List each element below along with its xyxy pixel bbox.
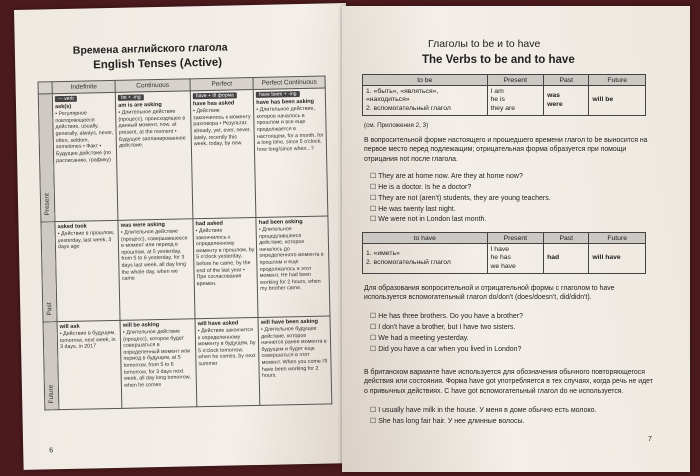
verb-form: am is are asking	[118, 102, 162, 110]
usage-text: • Действие закончилось к определенному моменту в прошлом, by 5 o'clock yesterday, before he came, by the end of the last year • Пре согласования времен.	[195, 227, 255, 288]
cell-future-perfect-continuous	[258, 316, 332, 405]
verb-form: will have asked	[197, 320, 239, 328]
row-label-past: Past	[46, 302, 54, 316]
left-title-en: English Tenses (Active)	[93, 56, 223, 72]
cell-present-continuous	[115, 91, 192, 221]
row-label-future: Future	[47, 384, 56, 404]
row-label-cell	[38, 94, 55, 222]
usage-text: • Действие в прошлом, yesterday, last week, 3 days ago	[57, 229, 115, 251]
form-line: he is	[490, 96, 505, 104]
formula-chip: — verb	[55, 96, 77, 103]
paragraph-questions-have: Для образования вопросительной и отрицательной формы с глаголом to have используется вспомогательный глагол do/don't (does/doesn't, did/didn't).	[364, 285, 615, 302]
cell-past-indefinite	[55, 220, 120, 321]
right-page-number: 7	[648, 436, 652, 443]
usage-text: • Длительное действие (процесс), происходящее в данный момент, now, at present, at the moment • Будущее запланированное действие.	[118, 108, 186, 150]
header-cell: Present	[487, 75, 544, 86]
past-cell: had	[544, 244, 589, 274]
left-title-ru: Времена английского глагола	[72, 41, 228, 57]
form-line: we have	[490, 262, 516, 270]
list-item: ☐ They are at home now. Are they at home now?	[370, 172, 551, 183]
cell-present-indefinite	[52, 92, 118, 221]
examples-have-got-list	[370, 406, 596, 428]
usage-text: • Длительное действие (процесс), совершавшееся в момент или период в прошлом, at 5 yesterday, from 5 to 6 yesterday, for 3 days last week, all day long the whole day, when we came	[120, 228, 188, 283]
verb-form: will have been asking	[260, 318, 319, 326]
cell-future-indefinite	[57, 320, 122, 409]
verb-form: had been asking	[258, 219, 303, 226]
cell-future-perfect	[195, 317, 260, 406]
usage-text: • Длительное будущее действие, которое начнется ранее момента в будущем и будет еще совершаться в этот момент. When you come I'll have been working for 2 hours.	[260, 325, 328, 380]
formula-chip: have + III форма	[193, 92, 237, 99]
row-label-present: Present	[43, 192, 52, 216]
cell-past-continuous	[118, 219, 195, 321]
verb-form: had asked	[195, 220, 223, 228]
form-line: was	[547, 92, 560, 100]
cell-past-perfect	[193, 217, 258, 318]
list-item: ☐ She has long fair hair. У нее длинные волосы.	[370, 417, 596, 428]
header-cell: Past	[544, 75, 589, 86]
to-have-table	[362, 232, 646, 274]
meaning-cell	[363, 86, 488, 116]
usage-text: • Действие закончится к определенному моменту в будущем, by 5 o'clock tomorrow, when he comes, by next summer	[197, 327, 256, 368]
list-item: ☐ They are not (aren't) students, they are young teachers.	[370, 194, 551, 205]
form-line: they are	[490, 104, 516, 112]
header-cell: Future	[589, 233, 646, 244]
header-cell: Present	[487, 233, 544, 244]
examples-be-list	[370, 172, 551, 226]
usage-text: • Длительное процедлившееся действие, которое началось до определенного момента в прошлом и еще продолжалось в этот момент, He had been working for 2 hours, when my brother came.	[258, 226, 324, 293]
right-title-en: The Verbs to be and to have	[422, 54, 575, 66]
future-cell: will be	[589, 86, 646, 116]
cell-present-perfect	[190, 90, 256, 219]
left-page-number: 6	[49, 447, 54, 455]
col-indefinite: Indefinite	[52, 80, 115, 93]
verb-form: will be asking	[122, 322, 160, 329]
header-cell: Future	[589, 75, 646, 86]
col-perfect: Perfect	[190, 78, 254, 91]
meaning-line: 2. вспомогательный глагол	[366, 104, 451, 112]
cell-future-continuous	[120, 319, 197, 409]
row-present	[38, 88, 328, 222]
to-be-header-row	[363, 75, 646, 86]
to-have-header-row	[363, 233, 646, 244]
open-book	[6, 4, 696, 474]
list-item: ☐ He was twenty last night.	[370, 205, 551, 216]
meaning-line: 1. «иметь»	[366, 250, 400, 258]
list-item: ☐ We had a meeting yesterday.	[370, 334, 523, 345]
left-page	[14, 3, 356, 470]
form-line: I am	[490, 88, 504, 95]
meaning-cell	[363, 244, 488, 274]
verb-form: asked took	[57, 223, 87, 231]
to-have-body-row	[363, 244, 646, 274]
paragraph-british-have: В британском варианте have используется для обозначения обычного повторяющегося действия или состояния. Форма have got употребляется в тех случаях, когда речь не идет о привычных действиях. С have got вспомогательный глагол do не используется.	[364, 369, 653, 395]
see-appendix-note: (см. Приложения 2, 3)	[364, 122, 429, 129]
list-item: ☐ I usually have milk in the house. У меня в доме обычно есть молоко.	[370, 406, 596, 417]
present-cell	[487, 86, 544, 116]
list-item: ☐ He has three brothers. Do you have a brother?	[370, 312, 523, 323]
paragraph-questions-be: В вопросительной форме настоящего и прошедшего времени глагол to be выносится на первое место перед подлежащим; отрицательная форма образуется при помощи отрицания not после глагола.	[364, 137, 648, 163]
row-label-cell	[41, 222, 57, 322]
col-continuous: Continuous	[115, 79, 190, 93]
to-be-table	[362, 74, 646, 116]
usage-text: • Действие в будущем, tomorrow, next week, in 3 days, in 2017	[59, 329, 116, 351]
row-future	[43, 316, 332, 410]
verb-form: will ask	[59, 323, 80, 331]
usage-text: • Регулярное повторяющееся действие, usually, generally, always, never, often, seldom, sometimes • Факт • Будущее действие (по расписанию, графику)	[55, 110, 114, 164]
formula-chip: be + -ing	[118, 94, 144, 101]
row-past	[41, 216, 330, 322]
cell-past-perfect-continuous	[256, 216, 330, 317]
verb-form: have has asked	[192, 100, 235, 108]
verb-form: have has been asking	[256, 98, 315, 107]
row-label-cell	[43, 322, 59, 410]
usage-text: • Длительное действие (процесс), которое будет совершаться в определенный момент или период в будущем, at 5 tomorrow, from 5 to 6 tomorrow, for 3 days next week, all day long tomorrow, when he comes	[122, 328, 191, 389]
form-line: he has	[490, 254, 511, 262]
cell-present-perfect-continuous	[253, 88, 327, 217]
examples-have-list	[370, 312, 523, 355]
tenses-table	[38, 75, 333, 410]
past-cell	[544, 86, 589, 116]
formula-chip: have been + -ing	[256, 91, 300, 98]
header-cell: Past	[544, 233, 589, 244]
to-be-body-row	[363, 86, 646, 116]
right-title-ru: Глаголы to be и to have	[428, 38, 541, 50]
meaning-line: 2. вспомогательный глагол	[366, 258, 451, 266]
present-cell	[487, 244, 544, 274]
list-item: ☐ He is a doctor. Is he a doctor?	[370, 183, 551, 194]
header-cell: to be	[363, 75, 488, 86]
future-cell: will have	[589, 244, 646, 274]
corner-cell	[38, 82, 52, 94]
form-line: I have	[490, 246, 510, 253]
right-page	[342, 6, 690, 472]
meaning-line: 1. «быть», «являться», «находиться»	[366, 88, 439, 104]
verb-form: was were asking	[120, 221, 165, 229]
list-item: ☐ I don't have a brother, but I have two sisters.	[370, 323, 523, 334]
form-line: were	[547, 100, 563, 108]
header-cell: to have	[363, 233, 488, 244]
verb-form: ask(s)	[54, 104, 72, 111]
col-perfect-continuous: Perfect Continuous	[253, 76, 325, 89]
usage-text: • Длительное действие, которое началось в прошлом и все еще продолжается в настоящем, for a month, for a long time, since 5 o'clock, how long/since when...?	[256, 105, 324, 153]
usage-text: • Действие закончилось к моменту разговора • Результат. already, yet, ever, never, lately, recently this week, today, by now	[193, 107, 251, 148]
list-item: ☐ We were not in London last month.	[370, 215, 551, 226]
list-item: ☐ Did you have a car when you lived in London?	[370, 345, 523, 356]
